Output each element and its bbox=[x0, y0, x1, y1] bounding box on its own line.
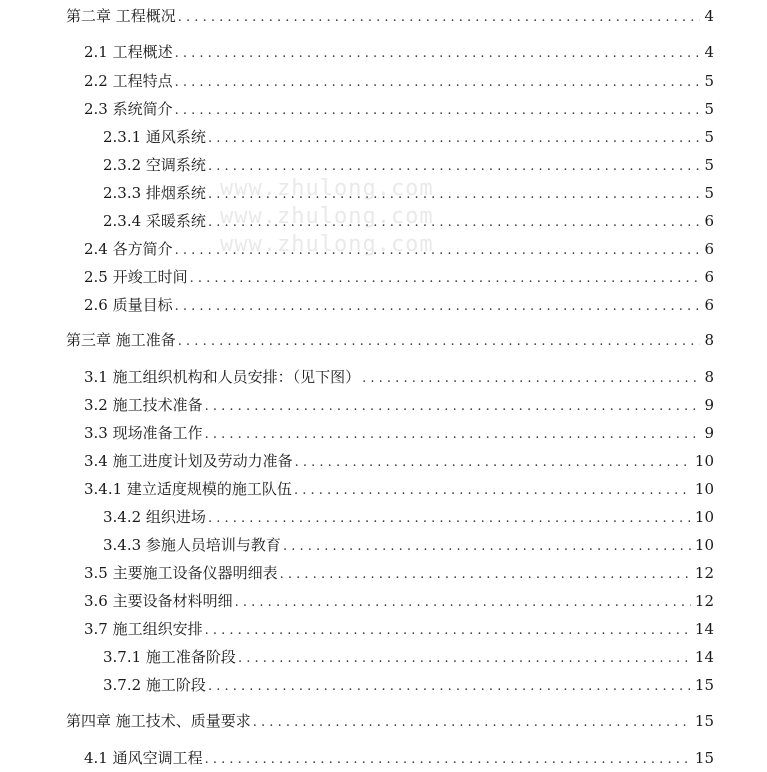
toc-entry[interactable] bbox=[66, 711, 714, 731]
toc-entry-label: 第四章 施工技术、质量要求 bbox=[66, 712, 251, 730]
toc-entry-label: 3.7.1 施工准备阶段 bbox=[103, 648, 236, 666]
toc-entry[interactable] bbox=[84, 42, 714, 62]
toc-entry-page: 10 bbox=[694, 508, 714, 526]
watermark-line: www.zhulong.com bbox=[220, 204, 434, 229]
toc-entry-page: 12 bbox=[694, 564, 714, 582]
toc-entry-page: 15 bbox=[694, 712, 714, 730]
toc-entry-label: 2.3.1 通风系统 bbox=[103, 128, 206, 146]
toc-entry-page: 5 bbox=[704, 156, 714, 174]
watermark-line: www.zhulong.com bbox=[220, 176, 434, 201]
toc-entry[interactable] bbox=[66, 330, 714, 350]
toc-entry-page: 5 bbox=[704, 72, 714, 90]
toc-entry[interactable] bbox=[84, 748, 714, 768]
toc-entry-label: 3.4 施工进度计划及劳动力准备 bbox=[84, 452, 293, 470]
toc-entry-label: 3.2 施工技术准备 bbox=[84, 396, 203, 414]
watermark-line: www.zhulong.com bbox=[220, 232, 434, 257]
toc-entry-label: 3.1 施工组织机构和人员安排：（见下图） bbox=[84, 368, 361, 386]
toc-leader-dots bbox=[283, 537, 691, 557]
toc-entry[interactable] bbox=[84, 395, 714, 415]
toc-entry-label: 2.3.4 采暖系统 bbox=[103, 212, 206, 230]
toc-leader-dots bbox=[208, 509, 691, 529]
toc-leader-dots bbox=[175, 297, 701, 317]
toc-entry[interactable] bbox=[103, 647, 714, 667]
toc-leader-dots bbox=[294, 481, 691, 501]
toc-entry[interactable] bbox=[103, 127, 714, 147]
toc-entry-page: 6 bbox=[704, 268, 714, 286]
toc-entry[interactable] bbox=[84, 423, 714, 443]
toc-leader-dots bbox=[208, 185, 701, 205]
toc-entry[interactable] bbox=[103, 535, 714, 555]
toc-entry-page: 5 bbox=[704, 184, 714, 202]
toc-entry-page: 15 bbox=[694, 749, 714, 767]
toc-leader-dots bbox=[238, 649, 691, 669]
toc-entry-label: 2.5 开竣工时间 bbox=[84, 268, 188, 286]
toc-entry-page: 10 bbox=[694, 480, 714, 498]
toc-entry[interactable] bbox=[84, 591, 714, 611]
toc-entry-label: 第二章 工程概况 bbox=[66, 7, 176, 25]
toc-leader-dots bbox=[295, 453, 691, 473]
toc-entry[interactable] bbox=[84, 451, 714, 471]
toc-entry-page: 10 bbox=[694, 536, 714, 554]
toc-leader-dots bbox=[253, 713, 691, 733]
toc-entry[interactable] bbox=[84, 71, 714, 91]
toc-entry-label: 3.3 现场准备工作 bbox=[84, 424, 203, 442]
toc-entry-label: 2.2 工程特点 bbox=[84, 72, 173, 90]
toc-entry-page: 14 bbox=[694, 620, 714, 638]
toc-entry-label: 2.3.2 空调系统 bbox=[103, 156, 206, 174]
toc-entry[interactable] bbox=[103, 507, 714, 527]
toc-entry-page: 15 bbox=[694, 676, 714, 694]
toc-entry-label: 3.6 主要设备材料明细 bbox=[84, 592, 233, 610]
toc-leader-dots bbox=[205, 621, 691, 641]
toc-entry-page: 6 bbox=[704, 212, 714, 230]
toc-entry[interactable] bbox=[84, 479, 714, 499]
toc-entry[interactable] bbox=[103, 155, 714, 175]
toc-entry-label: 3.5 主要施工设备仪器明细表 bbox=[84, 564, 278, 582]
toc-leader-dots bbox=[175, 44, 701, 64]
toc-leader-dots bbox=[178, 8, 701, 28]
toc-entry-page: 9 bbox=[704, 424, 714, 442]
toc-entry[interactable] bbox=[103, 183, 714, 203]
toc-entry-page: 8 bbox=[704, 368, 714, 386]
toc-entry[interactable] bbox=[103, 211, 714, 231]
toc-leader-dots bbox=[235, 593, 691, 613]
toc-entry-page: 4 bbox=[704, 7, 714, 25]
toc-entry[interactable] bbox=[84, 563, 714, 583]
toc-leader-dots bbox=[175, 241, 701, 261]
toc-entry-label: 3.4.2 组织进场 bbox=[103, 508, 206, 526]
toc-entry[interactable] bbox=[84, 295, 714, 315]
toc-leader-dots bbox=[362, 369, 700, 389]
toc-entry-label: 3.4.3 参施人员培训与教育 bbox=[103, 536, 281, 554]
toc-entry-page: 10 bbox=[694, 452, 714, 470]
toc-entry-label: 2.1 工程概述 bbox=[84, 43, 173, 61]
toc-leader-dots bbox=[190, 269, 701, 289]
toc-entry-label: 2.3.3 排烟系统 bbox=[103, 184, 206, 202]
toc-leader-dots bbox=[205, 397, 701, 417]
toc-entry[interactable] bbox=[103, 675, 714, 695]
toc-entry-page: 5 bbox=[704, 128, 714, 146]
toc-leader-dots bbox=[205, 425, 701, 445]
toc-entry-label: 2.4 各方简介 bbox=[84, 240, 173, 258]
toc-leader-dots bbox=[208, 213, 701, 233]
toc-leader-dots bbox=[208, 157, 701, 177]
toc-entry-label: 3.4.1 建立适度规模的施工队伍 bbox=[84, 480, 292, 498]
toc-entry-page: 14 bbox=[694, 648, 714, 666]
toc-entry-page: 9 bbox=[704, 396, 714, 414]
toc-leader-dots bbox=[175, 101, 701, 121]
toc-entry-page: 12 bbox=[694, 592, 714, 610]
toc-entry-page: 8 bbox=[704, 331, 714, 349]
toc-entry-page: 6 bbox=[704, 240, 714, 258]
toc-entry-label: 2.3 系统简介 bbox=[84, 100, 173, 118]
toc-entry-label: 第三章 施工准备 bbox=[66, 331, 176, 349]
toc-leader-dots bbox=[280, 565, 691, 585]
toc-leader-dots bbox=[208, 129, 701, 149]
toc-leader-dots bbox=[205, 750, 691, 770]
toc-entry-label: 4.1 通风空调工程 bbox=[84, 749, 203, 767]
toc-entry[interactable] bbox=[84, 239, 714, 259]
toc-entry[interactable] bbox=[66, 6, 714, 26]
toc-leader-dots bbox=[178, 332, 701, 352]
toc-leader-dots bbox=[208, 677, 691, 697]
toc-entry[interactable] bbox=[84, 619, 714, 639]
toc-entry-label: 2.6 质量目标 bbox=[84, 296, 173, 314]
toc-leader-dots bbox=[175, 73, 701, 93]
toc-entry-label: 3.7 施工组织安排 bbox=[84, 620, 203, 638]
toc-entry[interactable] bbox=[84, 267, 714, 287]
toc-entry[interactable] bbox=[84, 367, 714, 387]
toc-entry-label: 3.7.2 施工阶段 bbox=[103, 676, 206, 694]
toc-entry-page: 6 bbox=[704, 296, 714, 314]
toc-entry-page: 5 bbox=[704, 100, 714, 118]
toc-entry-page: 4 bbox=[704, 43, 714, 61]
toc-entry[interactable] bbox=[84, 99, 714, 119]
